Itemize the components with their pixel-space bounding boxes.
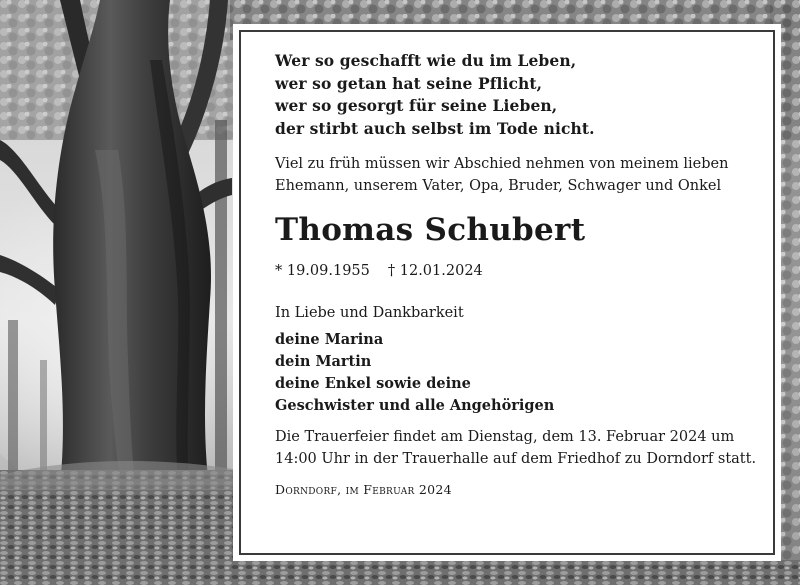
death-date: † 12.01.2024 [387,263,483,279]
birth-date: * 19.09.1955 [275,263,370,279]
place-and-date: Dorndorf, im Februar 2024 [275,482,452,497]
funeral-line: 14:00 Uhr in der Trauerhalle auf dem Friedhof zu Dorndorf statt. [275,451,757,467]
notice-content [275,50,757,497]
deceased-name: Thomas Schubert [275,212,586,248]
mourner-name: deine Marina [275,331,384,348]
poem-line: wer so gesorgt für seine Lieben, [275,96,558,115]
poem-line: Wer so geschafft wie du im Leben, [275,51,577,70]
memorial-poem [275,50,745,140]
mourners-lead: In Liebe und Dankbarkeit [275,305,464,321]
funeral-line: Die Trauerfeier findet am Dienstag, dem 13. Februar 2024 um [275,429,735,445]
funeral-details [275,426,757,470]
mourner-name: dein Martin [275,353,372,370]
poem-line: der stirbt auch selbst im Tode nicht. [275,118,595,138]
obituary-notice [233,24,781,561]
intro-line: Viel zu früh müssen wir Abschied nehmen von meinem lieben [275,156,729,172]
life-dates [275,261,745,281]
mourner-name: deine Enkel sowie deine [275,375,471,392]
notice-border [239,30,775,555]
mourner-name: Geschwister und alle Angehörigen [275,397,555,414]
poem-line: wer so getan hat seine Pflicht, [275,73,543,93]
mourners-list [275,329,745,417]
intro-line: Ehemann, unserem Vater, Opa, Bruder, Schwager und Onkel [275,178,722,194]
farewell-intro [275,153,745,197]
